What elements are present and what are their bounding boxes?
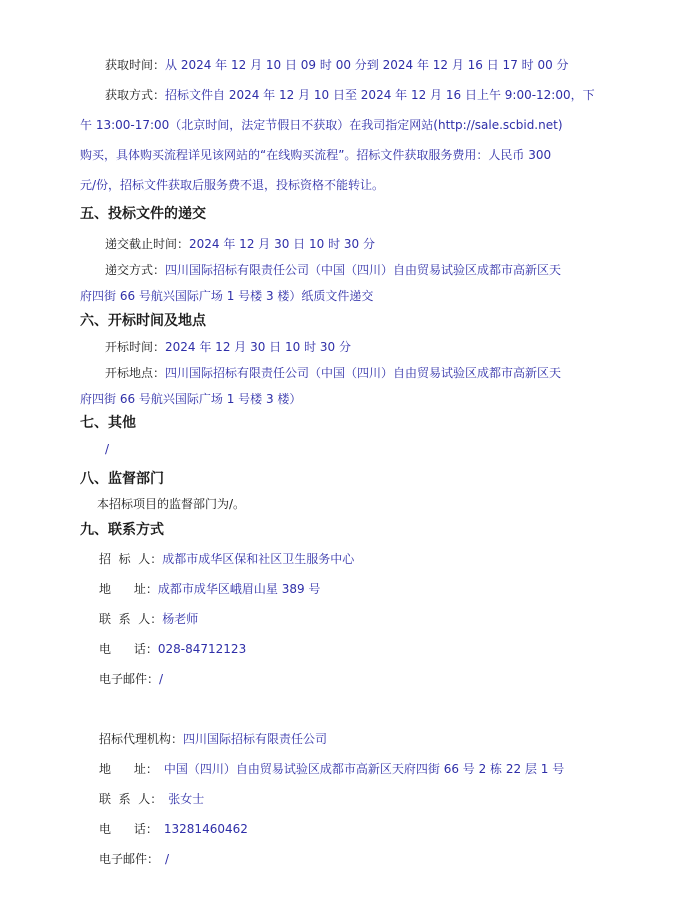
section-5-heading: 五、投标文件的递交 (80, 206, 206, 222)
address-value: 成都市成华区峨眉山星 389 号 (157, 582, 321, 596)
submission-method-label: 递交方式： (105, 263, 166, 277)
contact-value: 杨老师 (162, 612, 199, 626)
agency-address-line (99, 761, 564, 777)
section-6-heading: 六、开标时间及地点 (80, 313, 206, 329)
email-line (99, 671, 163, 687)
agency-phone-value: 13281460462 (163, 822, 248, 836)
obtain-method-text-2: 午 13:00-17:00（北京时间，法定节假日不获取）在我司指定网站(http://sale.scbid.net) (80, 118, 563, 132)
tenderer-value: 成都市成华区保和社区卫生服务中心 (162, 552, 355, 566)
section-7-heading: 七、其他 (80, 415, 136, 431)
opening-place-text-2: 府四街 66 号航兴国际广场 1 号楼 3 楼） (80, 392, 302, 406)
obtain-method-label: 获取方式： (105, 88, 166, 102)
agency-line (99, 731, 327, 747)
email-value: / (159, 672, 164, 686)
submission-method-line1 (105, 262, 561, 278)
submission-deadline-line (105, 236, 375, 252)
section-8-heading: 八、监督部门 (80, 471, 164, 487)
agency-email-line (99, 851, 169, 867)
section-9-heading: 九、联系方式 (80, 522, 164, 538)
obtain-method-text-4: 元/份，招标文件获取后服务费不退，投标资格不能转让。 (80, 178, 385, 192)
address-label: 地 址： (99, 582, 158, 596)
agency-contact-label: 联 系 人： (99, 792, 163, 806)
opening-time-line (105, 339, 351, 355)
submission-deadline-value: 2024 年 12 月 30 日 10 时 30 分 (189, 237, 375, 251)
email-label: 电子邮件： (99, 672, 160, 686)
phone-label: 电 话： (99, 642, 158, 656)
agency-email-label: 电子邮件： (99, 852, 160, 866)
opening-place-text-1: 四川国际招标有限责任公司（中国（四川）自由贸易试验区成都市高新区天 (165, 366, 562, 380)
opening-place-line1 (105, 365, 561, 381)
supervision-content: 本招标项目的监督部门为/。 (97, 497, 246, 511)
tenderer-label: 招 标 人： (99, 552, 163, 566)
agency-value: 四川国际招标有限责任公司 (183, 732, 328, 746)
phone-value: 028-84712123 (157, 642, 247, 656)
obtain-method-text-1: 招标文件自 2024 年 12 月 10 日至 2024 年 12 月 16 日上午 9:00-12:00，下 (165, 88, 595, 102)
agency-contact-value: 张女士 (168, 792, 205, 806)
obtain-time-label: 获取时间： (105, 58, 166, 72)
agency-email-value: / (165, 852, 170, 866)
obtain-method-text-3: 购买，具体购买流程详见该网站的“在线购买流程”。招标文件获取服务费用：人民币 300 (80, 148, 552, 162)
contact-line (99, 611, 198, 627)
obtain-time-line (105, 57, 569, 73)
obtain-time-value: 从 2024 年 12 月 10 日 09 时 00 分到 2024 年 12 月 16 日 17 时 00 分 (165, 58, 569, 72)
phone-line (99, 641, 246, 657)
address-line (99, 581, 320, 597)
opening-time-value: 2024 年 12 月 30 日 10 时 30 分 (165, 340, 351, 354)
other-content: / (105, 442, 110, 456)
submission-method-text-1: 四川国际招标有限责任公司（中国（四川）自由贸易试验区成都市高新区天 (165, 263, 562, 277)
agency-phone-label: 电 话： (99, 822, 158, 836)
agency-phone-line (99, 821, 248, 837)
obtain-method-line1 (105, 87, 595, 103)
contact-label: 联 系 人： (99, 612, 163, 626)
submission-method-text-2: 府四街 66 号航兴国际广场 1 号楼 3 楼）纸质文件递交 (80, 289, 374, 303)
opening-time-label: 开标时间： (105, 340, 166, 354)
submission-deadline-label: 递交截止时间： (105, 237, 190, 251)
tenderer-line (99, 551, 354, 567)
agency-address-value: 中国（四川）自由贸易试验区成都市高新区天府四街 66 号 2 栋 22 层 1 号 (163, 762, 565, 776)
agency-contact-line (99, 791, 204, 807)
agency-label: 招标代理机构： (99, 732, 184, 746)
agency-address-label: 地 址： (99, 762, 158, 776)
opening-place-label: 开标地点： (105, 366, 166, 380)
